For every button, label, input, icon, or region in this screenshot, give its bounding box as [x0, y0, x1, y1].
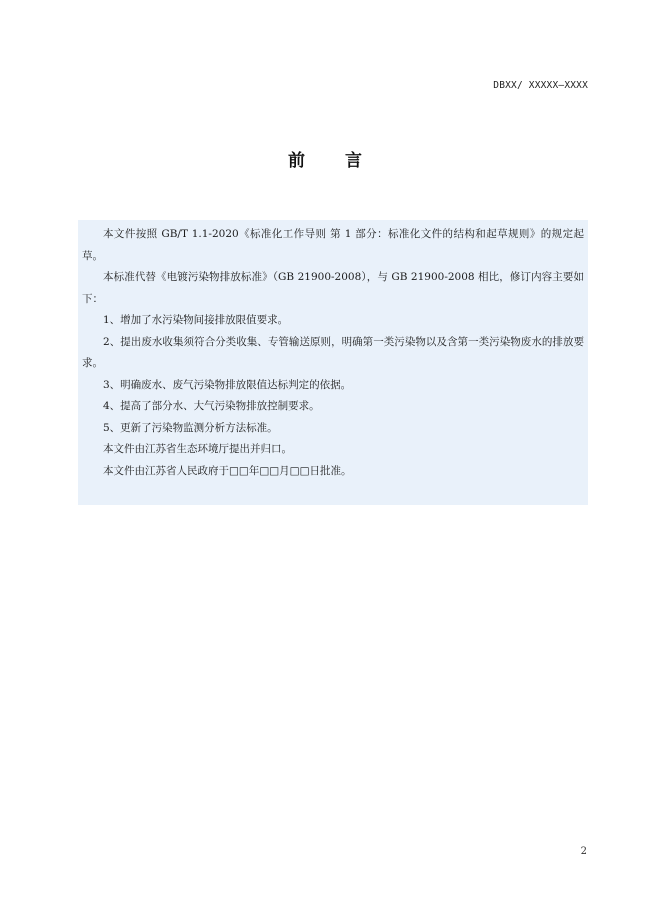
- list-item-wastewater-collection: 2、提出废水收集须符合分类收集、专管输送原则，明确第一类污染物以及含第一类污染物废水的排放要求。: [82, 335, 584, 369]
- document-code: DBXX/ XXXXX—XXXX: [493, 80, 588, 91]
- list-item-compliance-basis: 3、明确废水、废气污染物排放限值达标判定的依据。: [103, 378, 352, 391]
- page-number: 2: [580, 846, 587, 857]
- list-item-indirect-discharge: 1、增加了水污染物间接排放限值要求。: [103, 314, 289, 326]
- paragraph-approved-by: 本文件由江苏省人民政府于□□年□□月□□日批准。: [103, 464, 352, 477]
- list-item-control-requirements: 4、提高了部分水、大气污染物排放控制要求。: [103, 400, 320, 412]
- foreword-body: [78, 220, 588, 505]
- list-item-monitoring-methods: 5、更新了污染物监测分析方法标准。: [103, 421, 278, 434]
- page-title: 前言: [288, 151, 402, 171]
- paragraph-replacement: 本标准代替《电镀污染物排放标准》（GB 21900-2008），与 GB 21900-2008 相比，修订内容主要如下：: [82, 271, 584, 305]
- paragraph-drafting-rules: 本文件按照 GB/T 1.1-2020《标准化工作导则 第 1 部分：标准化文件的结构和起草规则》的规定起草。: [82, 228, 584, 262]
- paragraph-proposed-by: 本文件由江苏省生态环境厅提出并归口。: [103, 443, 292, 455]
